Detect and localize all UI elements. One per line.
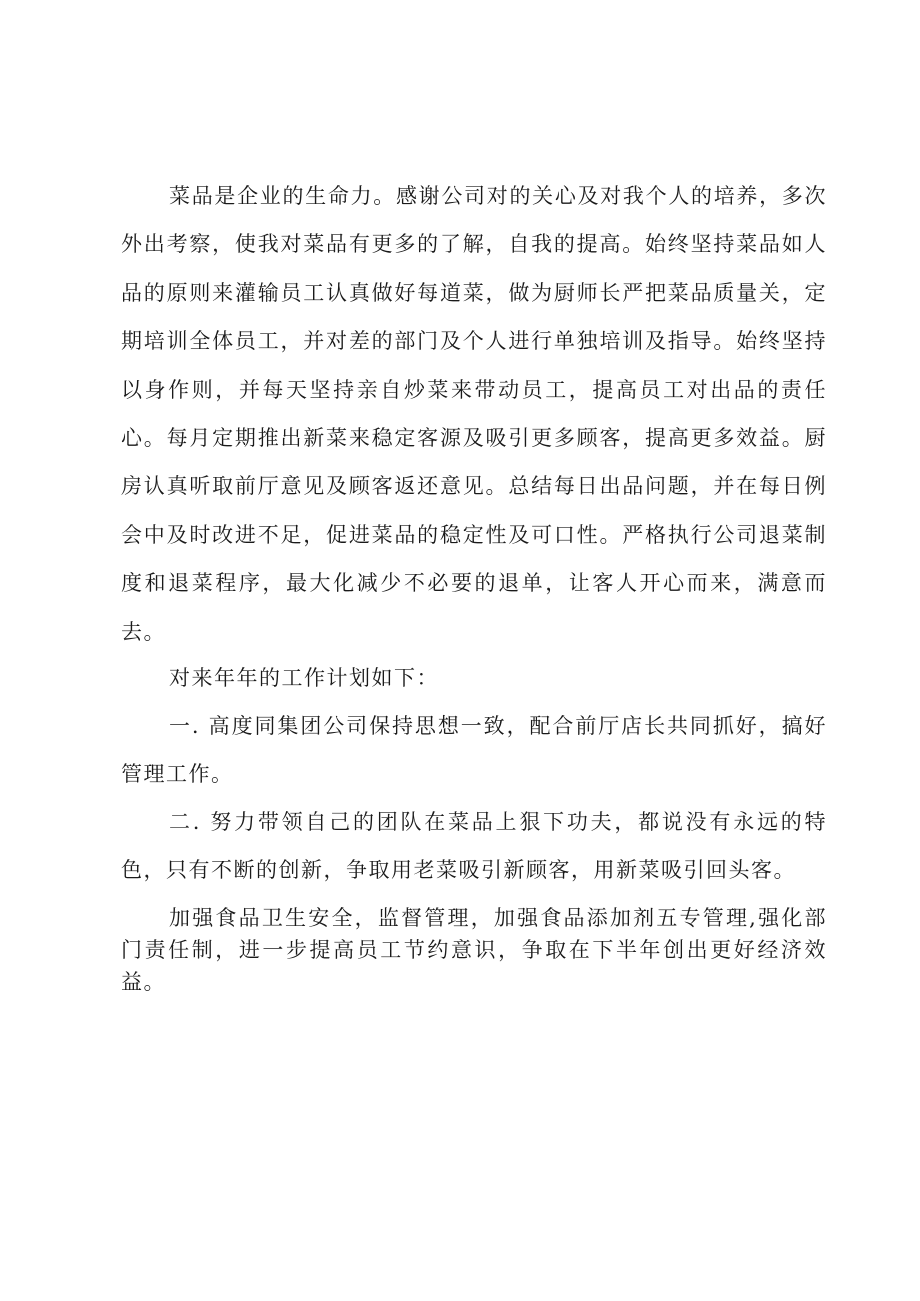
paragraph-plan-intro: 对来年年的工作计划如下： bbox=[169, 666, 439, 690]
paragraph-plan-item-2: 二. 努力带领自己的团队在菜品上狠下功夫，都说没有永远的特色，只有不断的创新，争取用老菜吸引新顾客，用新菜吸引回头客。 bbox=[121, 810, 827, 882]
paragraph-dish-quality: 菜品是企业的生命力。感谢公司对的关心及对我个人的培养，多次外出考察，使我对菜品有更多的了解，自我的提高。始终坚持菜品如人品的原则来灌输员工认真做好每道菜，做为厨师长严把菜品质量关，定期培训全体员工，并对差的部门及个人进行单独培训及指导。始终坚持以身作则，并每天坚持亲自炒菜来带动员工，提高员工对出品的责任心。每月定期推出新菜来稳定客源及吸引更多顾客，提高更多效益。厨房认真听取前厅意见及顾客返还意见。总结每日出品问题，并在每日例会中及时改进不足，促进菜品的稳定性及可口性。严格执行公司退菜制度和退菜程序，最大化减少不必要的退单，让客人开心而来，满意而去。 bbox=[121, 184, 827, 644]
paragraph-food-safety: 加强食品卫生安全，监督管理，加强食品添加剂五专管理,强化部门责任制，进一步提高员工节约意识，争取在下半年创出更好经济效益。 bbox=[121, 906, 827, 994]
paragraph-plan-item-1: 一. 高度同集团公司保持思想一致，配合前厅店长共同抓好，搞好管理工作。 bbox=[121, 714, 827, 786]
